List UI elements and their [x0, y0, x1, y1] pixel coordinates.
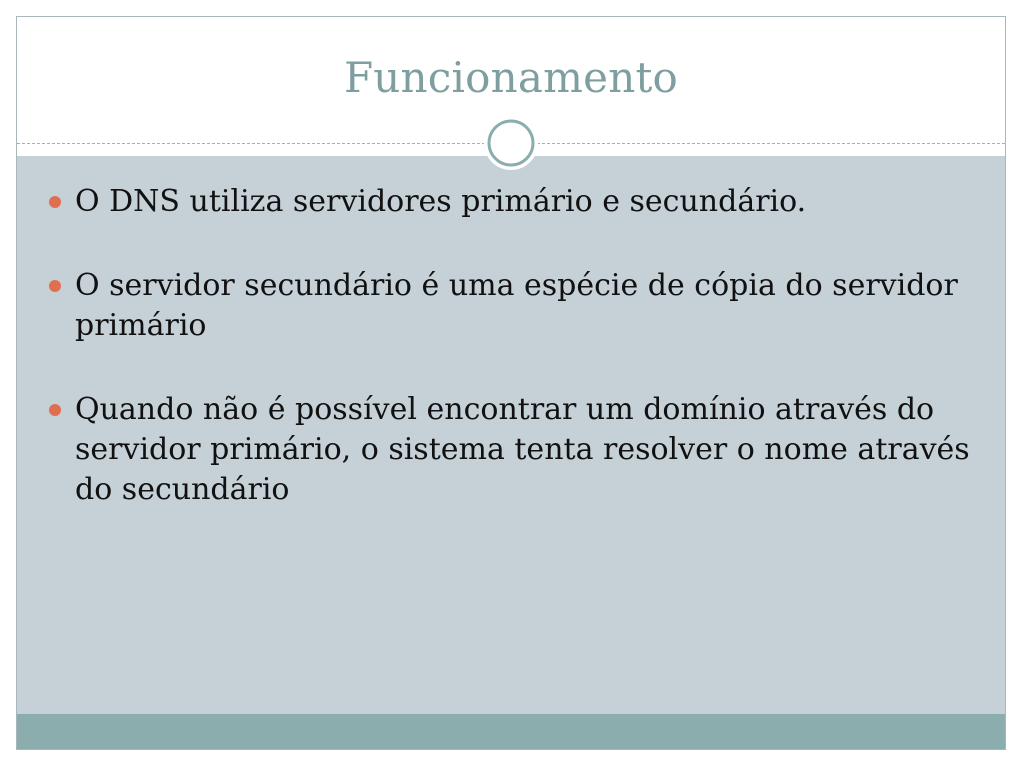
slide-title: Funcionamento	[343, 53, 679, 102]
ring-ornament-icon	[482, 114, 540, 172]
bullet-text: Quando não é possível encontrar um domínio através do servidor primário, o sistema tenta resolver o nome através do secundário	[75, 392, 970, 507]
bullet-item	[75, 266, 995, 346]
bullet-dot-icon	[49, 196, 61, 208]
bullet-text: O servidor secundário é uma espécie de cópia do servidor primário	[75, 268, 958, 343]
bullet-list	[75, 182, 995, 554]
bullet-item	[75, 182, 995, 222]
bullet-dot-icon	[49, 404, 61, 416]
bullet-text: O DNS utiliza servidores primário e secundário.	[75, 184, 807, 219]
bullet-item	[75, 390, 995, 510]
footer-bar	[17, 714, 1005, 749]
bullet-dot-icon	[49, 280, 61, 292]
slide	[16, 16, 1006, 750]
